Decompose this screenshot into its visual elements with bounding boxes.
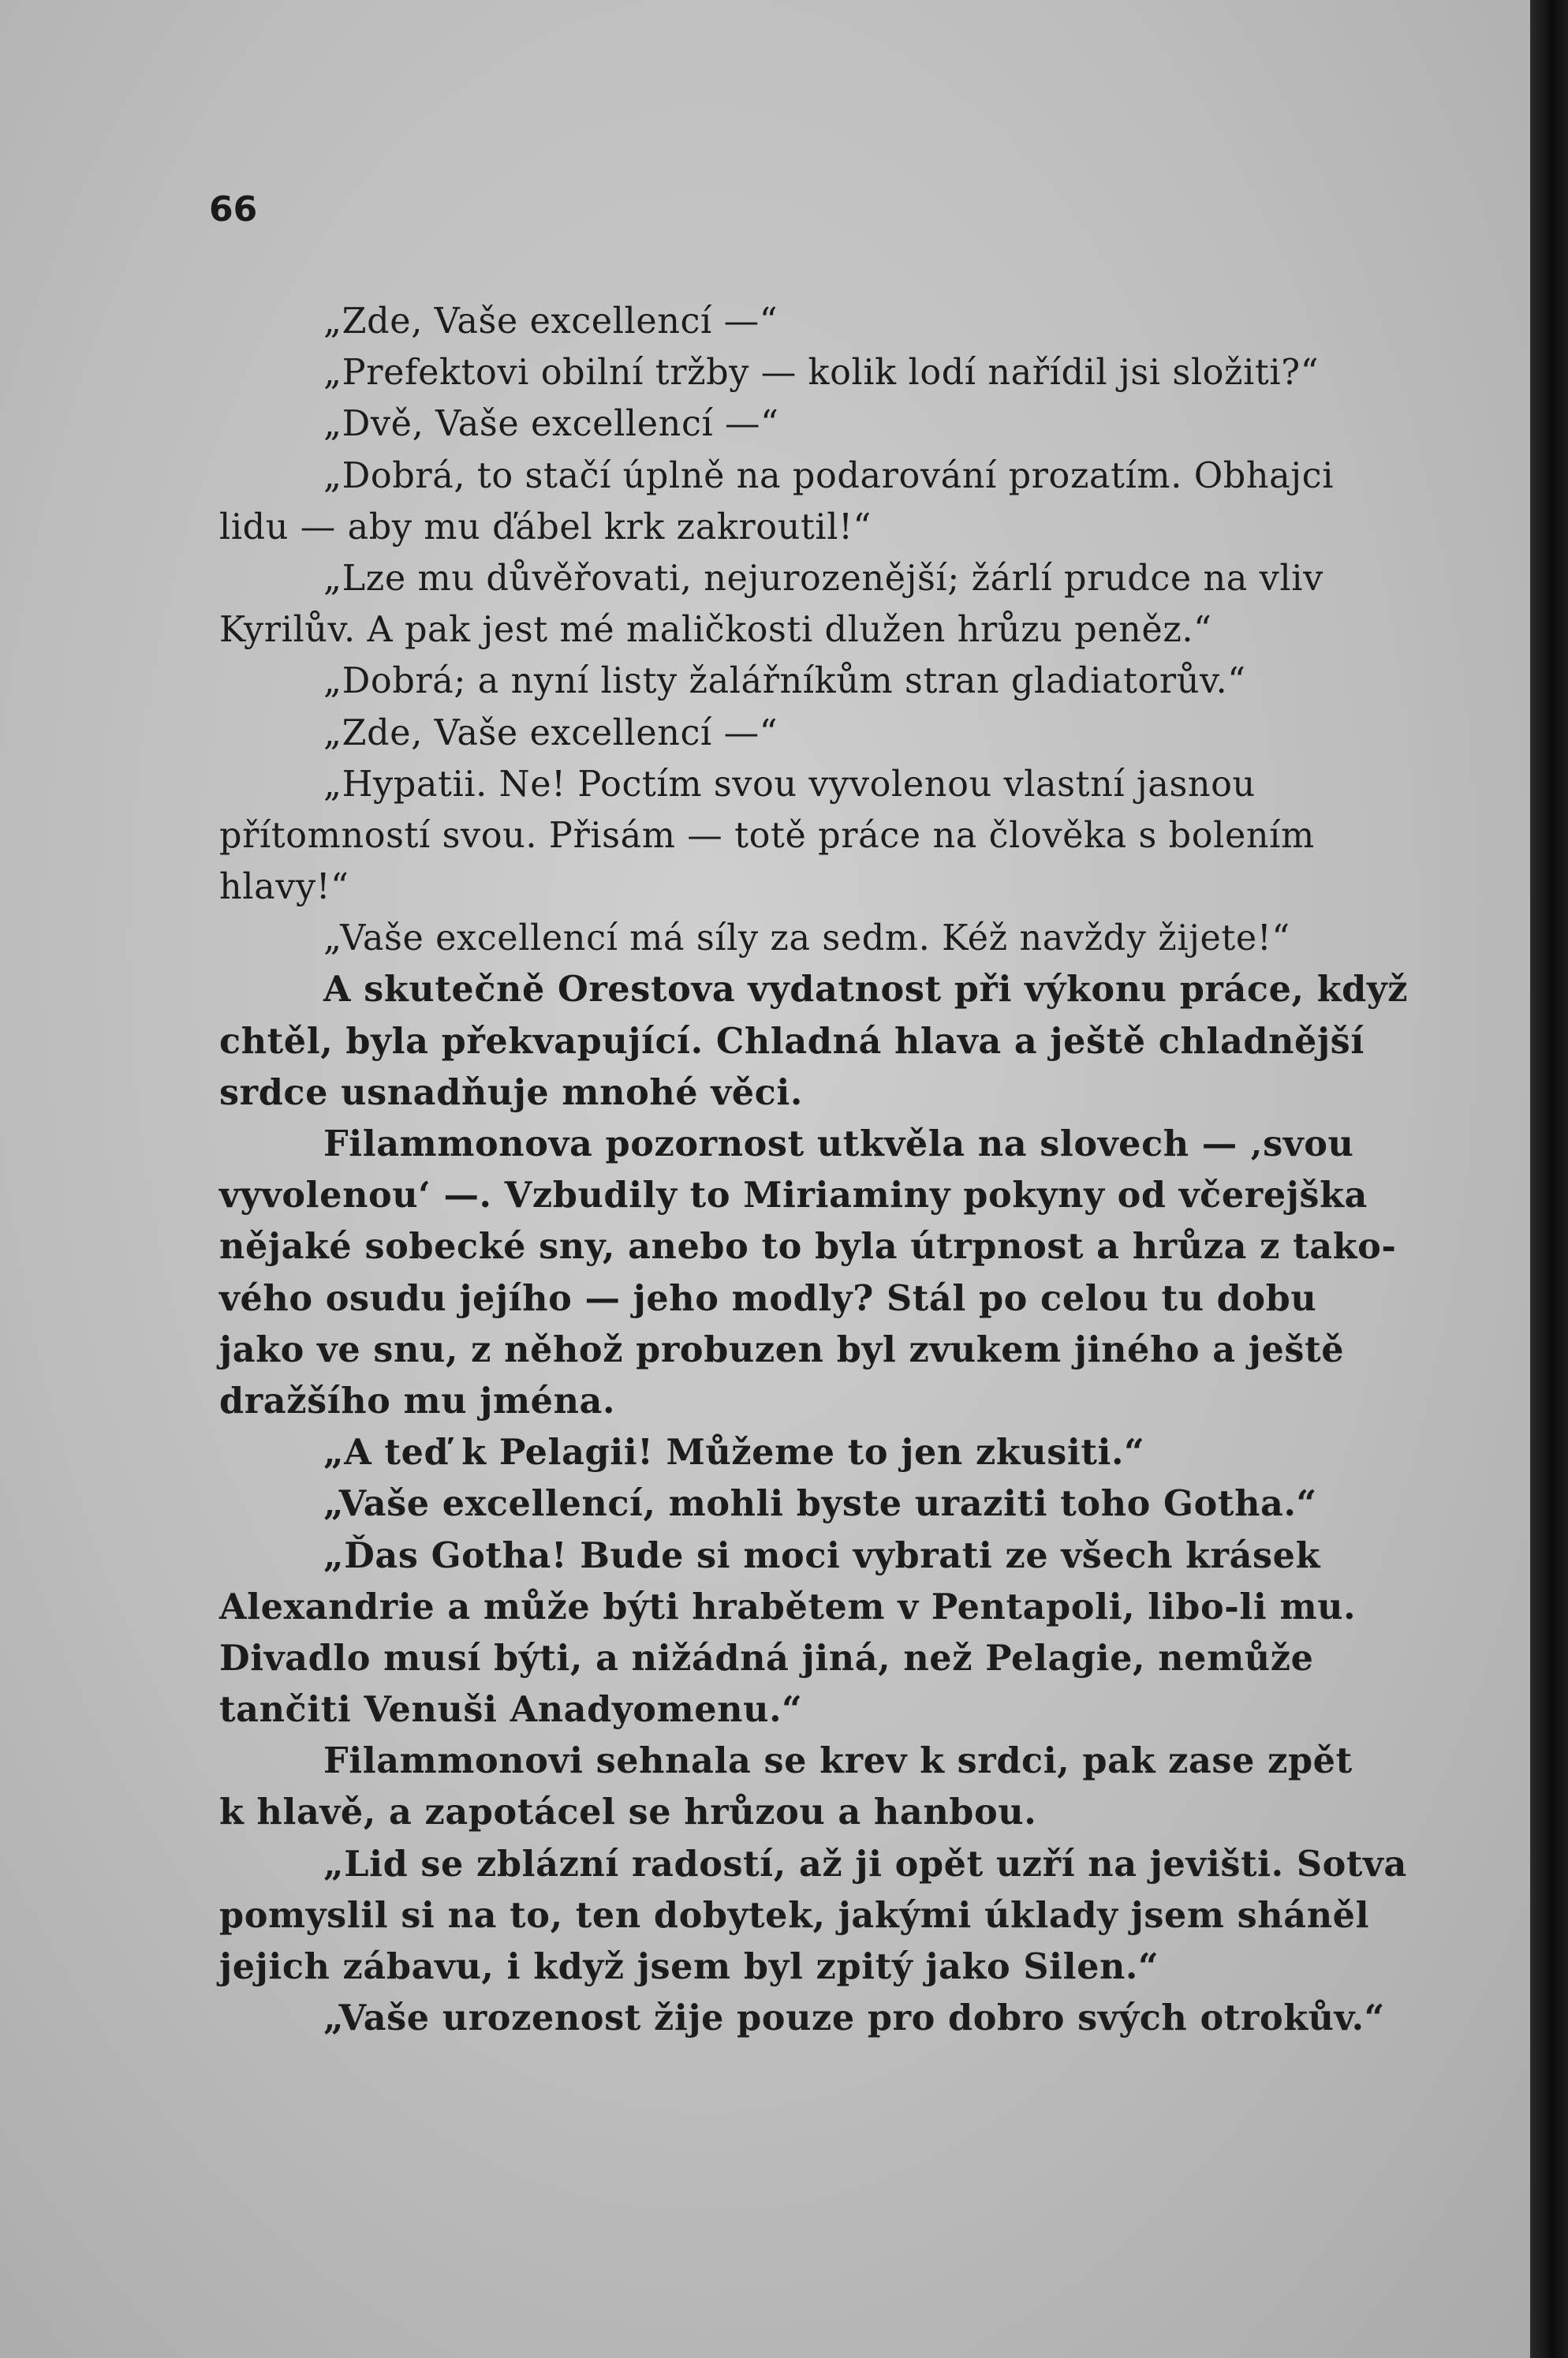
- text-line: vého osudu jejího — jeho modly? Stál po celou tu dobu: [219, 1277, 1317, 1319]
- text-line: „A teď k Pelagii! Můžeme to jen zkusiti.“: [323, 1432, 1145, 1474]
- text-line: pomyslil si na to, ten dobytek, jakými úklady jsem sháněl: [219, 1894, 1370, 1936]
- page-number: 66: [209, 189, 258, 230]
- text-line: „Lze mu důvěřovati, nejurozenější; žárlí prudce na vliv: [323, 558, 1323, 599]
- text-line: hlavy!“: [219, 867, 349, 908]
- text-line: srdce usnadňuje mnohé věci.: [219, 1071, 803, 1113]
- text-line: „Vaše urozenost žije pouze pro dobro svých otrokův.“: [323, 1997, 1385, 2039]
- text-line: „Zde, Vaše excellencí —“: [323, 301, 778, 342]
- text-line: nějaké sobecké sny, anebo to byla útrpnost a hrůza z tako-: [219, 1226, 1397, 1268]
- text-line: „Zde, Vaše excellencí —“: [323, 712, 778, 753]
- text-line: dražšího mu jména.: [219, 1380, 616, 1422]
- text-line: vyvolenou‘ —. Vzbudily to Miriaminy pokyny od včerejška: [219, 1175, 1368, 1216]
- text-line: přítomností svou. Přisám — totě práce na člověka s bolením: [219, 815, 1315, 856]
- text-line: „Hypatii. Ne! Poctím svou vyvolenou vlastní jasnou: [323, 764, 1256, 805]
- text-line: lidu — aby mu ďábel krk zakroutil!“: [219, 506, 872, 547]
- text-line: „Prefektovi obilní tržby — kolik lodí nařídil jsi složiti?“: [323, 353, 1320, 394]
- text-line: Alexandrie a může býti hrabětem v Pentapoli, libo-li mu.: [219, 1586, 1357, 1627]
- text-line: „Lid se zblázní radostí, až ji opět uzří na jevišti. Sotva: [323, 1843, 1407, 1885]
- text-line: Kyrilův. A pak jest mé maličkosti dlužen hrůzu peněz.“: [219, 610, 1212, 651]
- scan-page-edge: [1530, 0, 1568, 2358]
- text-line: Filammonova pozornost utkvěla na slovech — ‚svou: [323, 1123, 1354, 1164]
- text-line: „Ďas Gotha! Bude si moci vybrati ze všech krásek: [323, 1534, 1321, 1576]
- text-line: „Dobrá; a nyní listy žalářníkům stran gladiatorův.“: [323, 661, 1246, 702]
- body-text: [219, 296, 1409, 2044]
- text-line: chtěl, byla překvapující. Chladná hlava a ještě chladnější: [219, 1020, 1365, 1062]
- text-line: „Vaše excellencí má síly za sedm. Kéž navždy žijete!“: [323, 918, 1290, 959]
- text-line: jejich zábavu, i když jsem byl zpitý jako Silen.“: [219, 1946, 1159, 1987]
- text-line: k hlavě, a zapotácel se hrůzou a hanbou.: [219, 1792, 1037, 1833]
- text-line: A skutečně Orestova vydatnost při výkonu práce, když: [323, 969, 1409, 1011]
- text-line: tančiti Venuši Anadyomenu.“: [219, 1689, 803, 1731]
- text-line: Divadlo musí býti, a nižádná jiná, než Pelagie, nemůže: [219, 1637, 1314, 1679]
- text-line: jako ve snu, z něhož probuzen byl zvukem jiného a ještě: [219, 1328, 1345, 1370]
- text-line: „Dvě, Vaše excellencí —“: [323, 404, 779, 445]
- text-line: „Dobrá, to stačí úplně na podarování prozatím. Obhajci: [323, 455, 1335, 496]
- text-line: „Vaše excellencí, mohli byste uraziti toho Gotha.“: [323, 1483, 1317, 1525]
- text-line: Filammonovi sehnala se krev k srdci, pak zase zpět: [323, 1740, 1353, 1782]
